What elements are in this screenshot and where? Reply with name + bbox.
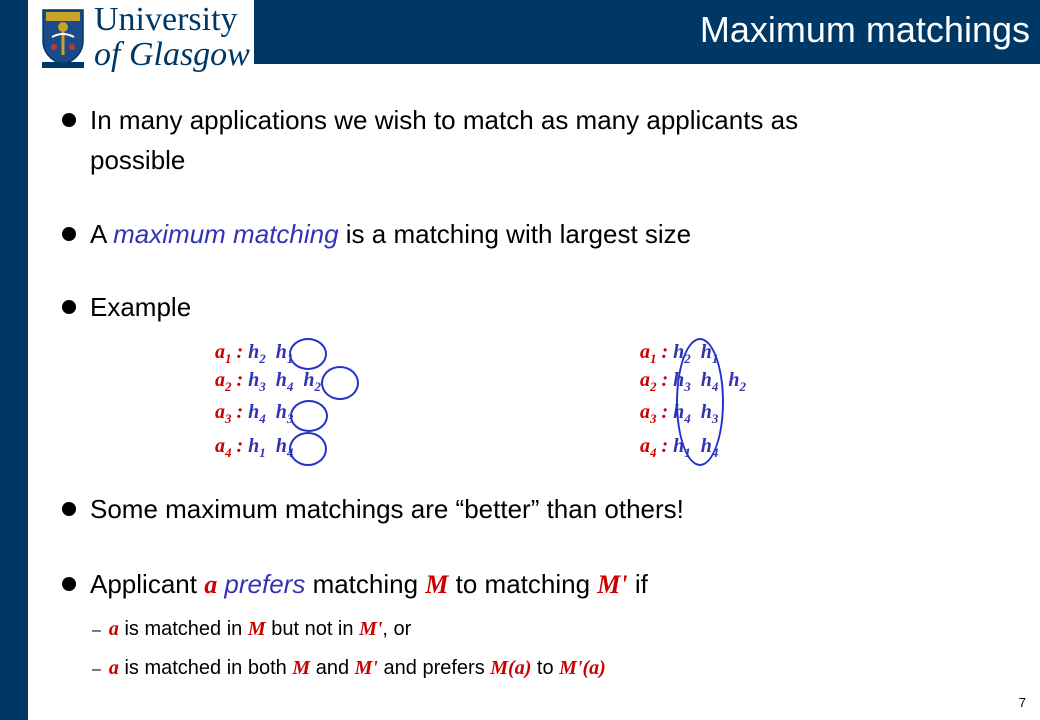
pref-row: $a_3$ : $h_4$ $h_3$ <box>640 401 719 426</box>
match-circle <box>289 338 327 370</box>
dash: – <box>92 622 101 639</box>
bullet-5-mid2: to matching <box>448 569 598 599</box>
bullet-5 <box>90 566 648 603</box>
bullet-dot <box>62 577 76 591</box>
term-maximum-matching: maximum matching <box>113 219 339 249</box>
text: , or <box>382 618 412 640</box>
slide-title: Maximum matchings <box>699 9 1030 50</box>
match-circle <box>290 400 328 432</box>
match-circle <box>321 366 359 400</box>
term-prefers: prefers <box>217 569 306 599</box>
bullet-2 <box>90 216 691 252</box>
logo-line1: University <box>94 1 238 38</box>
dash: – <box>92 661 101 678</box>
bullet-2-post: is a matching with largest size <box>338 219 692 249</box>
var-M-prime: M' <box>354 657 378 679</box>
bullet-5-post: if <box>627 569 648 599</box>
var-M-prime-of-a: M'(a) <box>559 657 606 679</box>
var-M: M <box>425 570 449 599</box>
bullet-dot <box>62 227 76 241</box>
text: is matched in both <box>118 657 293 679</box>
text: and prefers <box>377 657 491 679</box>
bullet-1-line1: In many applications we wish to match as many applicants as <box>90 105 799 135</box>
bullet-1-line2: possible <box>90 145 186 175</box>
crest-icon <box>40 7 86 69</box>
text: and <box>310 657 355 679</box>
bullet-5-mid: matching <box>305 569 426 599</box>
bullet-2-pre: A <box>90 219 114 249</box>
pref-row: $a_1$ : $h_2$ $h_1$ <box>215 341 294 366</box>
text: is matched in <box>118 618 248 640</box>
text: but not in <box>265 618 360 640</box>
bullet-5-pre: Applicant <box>90 569 205 599</box>
left-brand-bar <box>0 0 28 720</box>
logo-line2: of Glasgow <box>94 36 250 73</box>
bullet-dot <box>62 300 76 314</box>
pref-row: $a_2$ : $h_3$ $h_4$ $h_2$ <box>640 369 747 394</box>
var-a: a <box>108 657 119 679</box>
pref-row: $a_2$ : $h_3$ $h_4$ $h_2$ <box>215 369 322 394</box>
pref-row: $a_3$ : $h_4$ $h_3$ <box>215 401 294 426</box>
subbullet-2 <box>92 655 606 683</box>
var-M-prime: M' <box>359 618 383 640</box>
var-M-of-a: M(a) <box>490 657 532 679</box>
var-M: M <box>292 657 311 679</box>
var-M-prime: M' <box>597 570 628 599</box>
page-number: 7 <box>1018 695 1026 710</box>
bullet-4: Some maximum matchings are “better” than others! <box>90 494 684 524</box>
var-a: a <box>204 570 218 599</box>
pref-row: $a_4$ : $h_1$ $h_4$ <box>640 435 719 460</box>
university-logo <box>28 0 254 72</box>
var-a: a <box>108 618 119 640</box>
pref-row: $a_4$ : $h_1$ $h_4$ <box>215 435 294 460</box>
var-M: M <box>247 618 266 640</box>
text: to <box>531 657 560 679</box>
bullet-3: Example <box>90 292 192 322</box>
bullet-dot <box>62 113 76 127</box>
bullet-dot <box>62 502 76 516</box>
pref-row: $a_1$ : $h_2$ $h_1$ <box>640 341 719 366</box>
match-circle-tall <box>676 338 724 466</box>
subbullet-1 <box>92 616 411 644</box>
match-circle <box>289 432 327 466</box>
